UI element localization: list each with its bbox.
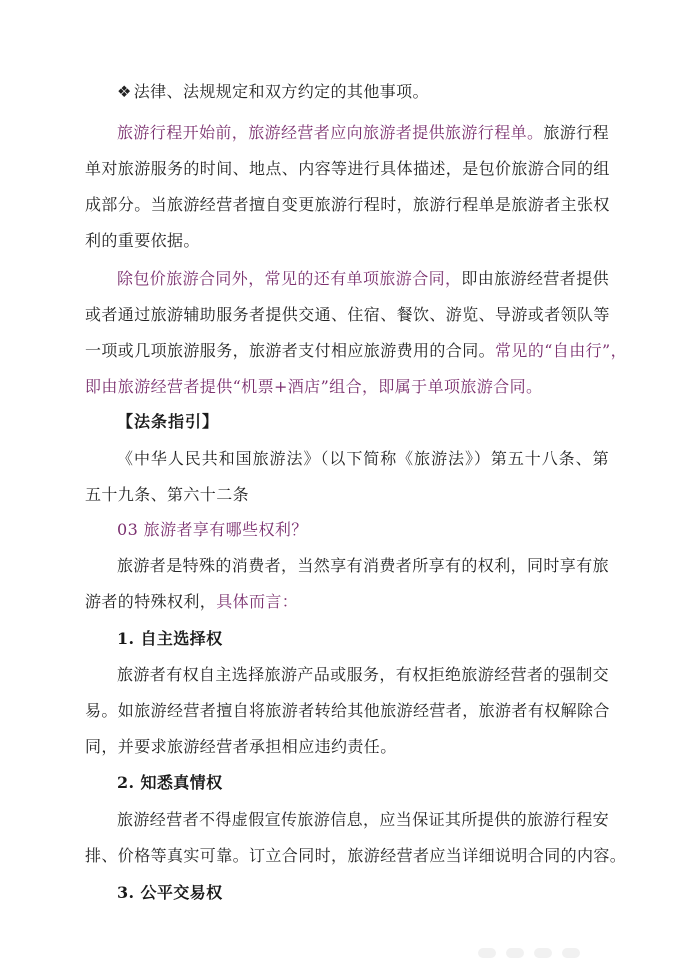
paragraph-single-contract-line-1: [117, 268, 609, 290]
paragraph-itinerary-line-1: [117, 122, 609, 144]
watermark-mark: [478, 948, 496, 958]
right-2-heading: 2. 知悉真情权: [117, 773, 223, 792]
law-reference-line-2: 五十九条、第六十二条: [85, 485, 250, 504]
right-2-line-2: 排、价格等真实可靠。订立合同时，旅游经营者应当详细说明合同的内容。: [85, 846, 627, 865]
right-1-line-3: 同，并要求旅游经营者承担相应违约责任。: [85, 737, 397, 756]
diamond-bullet-icon: ❖: [117, 82, 132, 101]
single-contract-highlight: 除包价旅游合同外，常见的还有单项旅游合同，: [117, 269, 462, 288]
paragraph-itinerary-line-3: 成部分。当旅游经营者擅自变更旅游行程时，旅游行程单是旅游者主张权: [85, 195, 610, 214]
watermark-mark: [506, 948, 524, 958]
watermark-mark: [534, 948, 552, 958]
law-guide-heading: 【法条指引】: [117, 412, 220, 431]
paragraph-single-contract-line-4: 即由旅游经营者提供“机票+酒店”组合，即属于单项旅游合同。: [85, 377, 543, 396]
section-title: 旅游者享有哪些权利？: [143, 520, 308, 539]
paragraph-single-contract-line-2: 或者通过旅游辅助服务者提供交通、住宿、餐饮、游览、导游或者领队等: [85, 305, 610, 324]
single-contract-text-2: 一项或几项旅游服务，旅游者支付相应旅游费用的合同。: [85, 341, 496, 360]
paragraph-itinerary-line-4: 利的重要依据。: [85, 231, 200, 250]
watermark-mark: [562, 948, 580, 958]
rights-intro-line-2: [85, 591, 609, 613]
free-travel-highlight: 常见的“自由行”，: [495, 341, 627, 360]
section-number: 03: [117, 520, 139, 539]
itinerary-highlight: 旅游行程开始前，旅游经营者应向旅游者提供旅游行程单。: [117, 123, 544, 142]
paragraph-single-contract-line-3: [85, 340, 627, 362]
itinerary-text: 旅游行程: [543, 123, 610, 142]
list-item-other-matters: [117, 81, 609, 103]
right-2-line-1: 旅游经营者不得虚假宣传旅游信息，应当保证其所提供的旅游行程安: [117, 810, 610, 829]
right-1-heading: 1. 自主选择权: [117, 629, 223, 648]
section-heading: [117, 519, 609, 541]
rights-intro-line-1: 旅游者是特殊的消费者，当然享有消费者所享有的权利，同时享有旅: [117, 556, 610, 575]
list-item-text: 法律、法规规定和双方约定的其他事项。: [133, 82, 429, 101]
single-contract-text: 即由旅游经营者提供: [461, 269, 610, 288]
rights-intro-text: 游者的特殊权利，: [85, 592, 217, 611]
law-reference-line-1: 《中华人民共和国旅游法》（以下简称《旅游法》）第五十八条、第: [117, 449, 609, 468]
right-1-line-2: 易。如旅游经营者擅自将旅游者转给其他旅游经营者，旅游者有权解除合: [85, 701, 610, 720]
right-1-line-1: 旅游者有权自主选择旅游产品或服务，有权拒绝旅游经营者的强制交: [117, 665, 610, 684]
watermark-decoration: [478, 944, 628, 962]
rights-intro-highlight: 具体而言：: [216, 592, 299, 611]
paragraph-itinerary-line-2: 单对旅游服务的时间、地点、内容等进行具体描述，是包价旅游合同的组: [85, 159, 610, 178]
right-3-heading: 3. 公平交易权: [117, 883, 223, 902]
